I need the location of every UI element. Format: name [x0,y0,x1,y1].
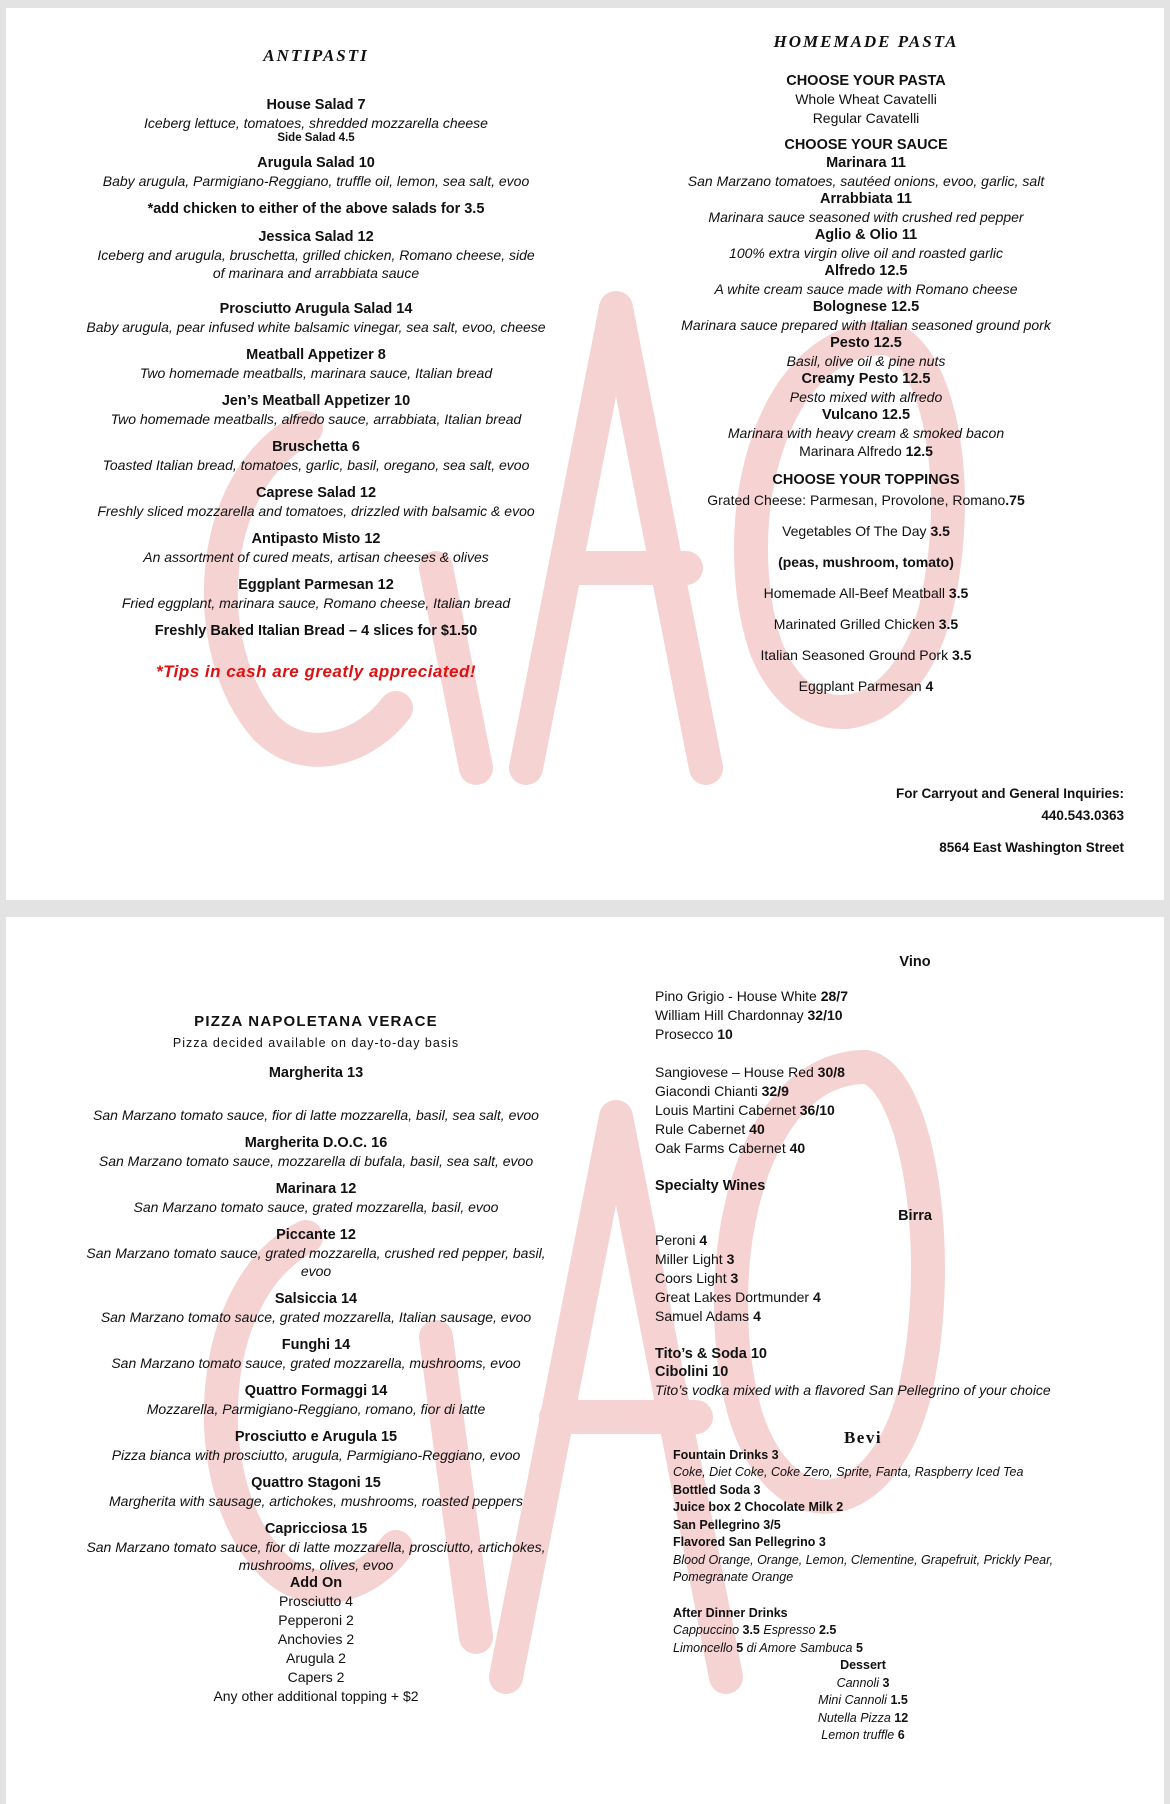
dessert-price: 6 [897,1728,905,1742]
pizza-item [56,1336,576,1372]
wine-name: William Hill Chardonnay [655,1007,808,1023]
topping-note: (peas, mushroom, tomato) [778,554,954,570]
drink-name: di Amore Sambuca [743,1640,856,1655]
sauce-item [646,370,1086,406]
sauce-title: Arrabbiata 11 [820,191,912,207]
pizza-title: Margherita 13 [268,1065,364,1081]
wine-name: Rule Cabernet [655,1121,750,1137]
wine-item [655,1006,1115,1025]
wine-item [655,1139,1115,1158]
pizza-title: Margherita D.O.C. 16 [244,1135,388,1151]
dessert-heading: Dessert [840,1658,886,1672]
wine-price: 30/8 [817,1064,845,1080]
menu-item [46,484,586,520]
item-title: Freshly Baked Italian Bread – 4 slices for $1.50 [154,623,478,639]
topping-name: Vegetables Of The Day [782,523,931,539]
menu-item [46,154,586,190]
antipasti-heading: ANTIPASTI [263,46,369,65]
sauce-description: A white cream sauce made with Romano cheese [714,281,1018,297]
sauce-item [646,334,1086,370]
pizza-description: San Marzano tomato sauce, grated mozzarella, crushed red pepper, basil, evoo [86,1245,546,1279]
item-title: Bruschetta 6 [272,439,360,455]
beer-item [655,1250,1115,1269]
drink-item: Bottled Soda 3 [673,1482,761,1497]
pasta-heading: HOMEMADE PASTA [773,32,959,51]
drink-name: Cappuccino [673,1623,743,1637]
drink-description: Coke, Diet Coke, Coke Zero, Sprite, Fanta, Raspberry Iced Tea [673,1465,1024,1479]
pizza-description: San Marzano tomato sauce, grated mozzarella, Italian sausage, evoo [100,1309,532,1325]
topping-price: 3.5 [938,616,959,632]
item-title: Prosciutto Arugula Salad 14 [219,301,413,317]
dessert-block [673,1657,1053,1745]
add-on-heading: Add On [289,1575,343,1591]
pizza-item [56,1520,576,1574]
wine-name: Pino Grigio - House White [655,988,821,1004]
wine-item [655,1082,1115,1101]
wine-item [655,1063,1115,1082]
pizza-item [56,1290,576,1326]
sauce-description: Marinara sauce seasoned with crushed red pepper [708,209,1024,225]
item-title: Arugula Salad 10 [257,155,375,171]
topping-item [646,615,1086,634]
menu-item [46,300,586,336]
pizza-description: Margherita with sausage, artichokes, mushrooms, roasted peppers [109,1493,523,1509]
pizza-title: Capricciosa 15 [264,1521,368,1537]
specialty-wines: Specialty Wines [655,1178,766,1194]
pasta-section [646,32,1086,696]
vino-heading: Vino [899,954,931,970]
sauce-item [646,298,1086,334]
topping-item [646,522,1086,541]
pizza-description: San Marzano tomato sauce, fior di latte mozzarella, basil, sea salt, evoo [93,1107,539,1123]
beer-price: 4 [753,1308,761,1324]
add-on-item: Prosciutto 4 [279,1593,353,1609]
drink-description: Blood Orange, Orange, Lemon, Clementine, Grapefruit, Prickly Pear, Pomegranate Orange [673,1552,1054,1584]
wine-price: 10 [717,1026,733,1042]
pizza-title: Prosciutto e Arugula 15 [234,1429,398,1445]
drink-price: 2.5 [818,1623,837,1637]
pasta-option: Whole Wheat Cavatelli [795,91,937,107]
wine-item [655,987,1115,1006]
sauce-description: San Marzano tomatoes, sautéed onions, evoo, garlic, salt [687,173,1045,189]
sauce-title: Bolognese 12.5 [812,299,920,315]
after-dinner-line [673,1622,1115,1640]
dessert-price: 1.5 [890,1693,908,1707]
item-title: Eggplant Parmesan 12 [238,577,394,593]
sauce-price: 12.5 [905,443,933,459]
sauce-item [646,154,1086,190]
dessert-price: 12 [894,1710,909,1725]
menu-item [46,530,586,566]
item-title: *add chicken to either of the above salads for 3.5 [147,201,485,217]
cocktail-item: Cibolini 10 [655,1364,729,1380]
topping-item [646,553,1086,572]
topping-item [646,677,1086,696]
dessert-item [673,1727,1053,1745]
pizza-item [56,1180,576,1216]
wine-price: 28/7 [820,988,848,1004]
pizza-item [56,1134,576,1170]
beer-price: 3 [730,1270,739,1286]
pizza-title: Salsiccia 14 [274,1291,358,1307]
cocktail-description: Tito’s vodka mixed with a flavored San Pellegrino of your choice [655,1382,1051,1398]
item-description: Fried eggplant, marinara sauce, Romano cheese, Italian bread [121,595,511,611]
wine-price: 40 [789,1140,806,1156]
topping-price: 3.5 [930,523,950,539]
item-description: Two homemade meatballs, alfredo sauce, arrabbiata, Italian bread [110,411,522,427]
topping-price: .75 [1005,492,1025,508]
item-title: Jessica Salad 12 [258,229,374,245]
pizza-item [56,1382,576,1418]
dessert-item [673,1692,1053,1710]
pizza-description: San Marzano tomato sauce, grated mozzarella, mushrooms, evoo [111,1355,521,1371]
add-on-item: Pepperoni 2 [278,1612,354,1628]
item-title: Caprese Salad 12 [255,485,377,501]
sauce-title: Creamy Pesto 12.5 [801,371,931,387]
topping-item [646,646,1086,665]
sauce-title: Marinara 11 [826,155,906,171]
sauce-description: Basil, olive oil & pine nuts [786,353,946,369]
pizza-description: San Marzano tomato sauce, grated mozzarella, basil, evoo [133,1199,499,1215]
after-dinner-line [673,1640,1115,1658]
sauce-item [646,190,1086,226]
beer-price: 4 [699,1232,708,1248]
drink-item: Flavored San Pellegrino 3 [673,1535,826,1549]
beer-name: Peroni [655,1232,700,1248]
cocktail-item: Tito’s & Soda 10 [655,1346,767,1362]
menu-item [46,96,586,144]
sauce-description: Pesto mixed with alfredo [789,389,943,405]
menu-item [46,622,586,640]
pizza-description: Mozzarella, Parmigiano-Reggiano, romano, fior di latte [146,1401,486,1417]
pizza-item [56,1428,576,1464]
beer-name: Great Lakes Dortmunder [655,1289,813,1305]
dessert-name: Mini Cannoli [818,1693,891,1707]
pizza-heading: PIZZA NAPOLETANA VERACE [194,1013,438,1030]
beer-item [655,1307,1115,1326]
item-title: Jen’s Meatball Appetizer 10 [221,393,411,409]
beer-item [655,1231,1115,1250]
sauce-title: Alfredo 12.5 [824,263,908,279]
wine-price: 40 [749,1121,765,1137]
topping-name: Italian Seasoned Ground Pork [760,647,952,663]
item-description: Freshly sliced mozzarella and tomatoes, drizzled with balsamic & evoo [97,503,535,519]
sauce-title: Vulcano 12.5 [821,407,911,423]
pizza-item [56,1064,576,1124]
choose-sauce-heading: CHOOSE YOUR SAUCE [784,137,948,153]
wine-name: Louis Martini Cabernet [655,1102,800,1118]
item-description: Iceberg and arugula, bruschetta, grilled chicken, Romano cheese, side of marinara and arrabbiata sauce [97,247,535,281]
address: 8564 East Washington Street [939,840,1124,855]
topping-name: Homemade All-Beef Meatball [763,585,949,601]
pizza-description: San Marzano tomato sauce, fior di latte mozzarella, prosciutto, artichokes, mushrooms, olives, evoo [86,1539,546,1573]
topping-price: 3.5 [948,585,969,601]
item-title: House Salad 7 [266,97,366,113]
wine-name: Sangiovese – House Red [655,1064,818,1080]
topping-name: Marinated Grilled Chicken [773,616,939,632]
phone-number[interactable]: 440.543.0363 [1041,808,1124,823]
choose-toppings-heading: CHOOSE YOUR TOPPINGS [772,472,960,488]
beer-item [655,1288,1115,1307]
beer-item [655,1269,1115,1288]
birra-heading: Birra [898,1208,932,1224]
beer-price: 3 [726,1251,735,1267]
drink-item: San Pellegrino 3/5 [673,1517,781,1532]
wine-item [655,1101,1115,1120]
pizza-title: Quattro Formaggi 14 [244,1383,388,1399]
tips-note: *Tips in cash are greatly appreciated! [155,662,477,681]
sauce-item [646,226,1086,262]
after-dinner-heading: After Dinner Drinks [673,1605,788,1620]
dessert-name: Lemon truffle [821,1728,898,1742]
choose-pasta-heading: CHOOSE YOUR PASTA [786,73,946,89]
sauce-item [646,406,1086,442]
drink-price: 5 [855,1640,863,1655]
contact-block [704,783,1124,859]
wine-name: Giacondi Chianti [655,1083,762,1099]
antipasti-section [46,46,586,682]
wine-price: 36/10 [799,1102,835,1118]
pizza-item [56,1226,576,1280]
pizza-description: San Marzano tomato sauce, mozzarella di bufala, basil, sea salt, evoo [98,1153,534,1169]
menu-item [46,438,586,474]
dessert-name: Cannoli [836,1675,883,1690]
add-on-item: Arugula 2 [286,1650,346,1666]
wine-price: 32/9 [761,1083,789,1099]
pizza-item [56,1474,576,1510]
menu-item [46,392,586,428]
topping-price: 3.5 [952,647,972,663]
wine-name: Oak Farms Cabernet [655,1140,790,1156]
drink-name: Espresso [759,1623,819,1637]
item-description: An assortment of cured meats, artisan cheeses & olives [143,549,489,565]
sauce-title: Aglio & Olio 11 [814,227,918,243]
item-extra: Side Salad 4.5 [277,132,355,144]
item-description: Two homemade meatballs, marinara sauce, Italian bread [139,365,493,381]
sauce-title: Marinara Alfredo [799,443,906,459]
sauce-description: Marinara with heavy cream & smoked bacon [727,425,1005,441]
dessert-item [673,1675,1053,1693]
wine-item [655,1120,1115,1139]
beer-name: Coors Light [655,1270,731,1286]
dessert-name: Nutella Pizza [817,1710,895,1725]
pizza-title: Marinara 12 [275,1181,357,1197]
dessert-price: 3 [882,1675,890,1690]
pizza-title: Quattro Stagoni 15 [251,1475,381,1491]
item-description: Toasted Italian bread, tomatoes, garlic, basil, oregano, sea salt, evoo [102,457,530,473]
sauce-item [646,442,1086,461]
sauce-title: Pesto 12.5 [830,335,902,351]
menu-page-1 [6,8,1164,900]
beer-name: Miller Light [655,1251,727,1267]
drink-item: Fountain Drinks 3 [673,1447,779,1462]
dessert-item [673,1710,1053,1728]
item-title: Antipasto Misto 12 [251,531,381,547]
pasta-option: Regular Cavatelli [812,110,920,126]
beer-name: Samuel Adams [655,1308,754,1324]
pizza-description: Pizza bianca with prosciutto, arugula, Parmigiano-Reggiano, evoo [111,1447,521,1463]
add-on-item: Anchovies 2 [277,1631,355,1647]
topping-item [646,584,1086,603]
menu-item [46,228,586,282]
topping-name: Grated Cheese: Parmesan, Provolone, Romano [707,492,1006,508]
contact-label: For Carryout and General Inquiries: [895,786,1124,801]
sauce-description: 100% extra virgin olive oil and roasted garlic [729,245,1003,261]
bevi-block [673,1429,1115,1745]
item-description: Iceberg lettuce, tomatoes, shredded mozzarella cheese [144,115,488,131]
sauce-item [646,262,1086,298]
menu-note [46,200,586,218]
drink-item: Juice box 2 Chocolate Milk 2 [673,1500,844,1514]
wine-item [655,1025,1115,1044]
topping-name: Eggplant Parmesan [798,678,926,694]
drink-price: 5 [736,1640,744,1655]
wine-name: Prosecco [655,1026,718,1042]
menu-page-2 [6,917,1164,1804]
beer-price: 4 [812,1289,821,1305]
pizza-title: Funghi 14 [281,1337,351,1353]
pizza-subheading: Pizza decided available on day-to-day basis [172,1036,460,1050]
add-on-item: Capers 2 [287,1669,345,1685]
drink-price: 3.5 [742,1623,760,1637]
pizza-section [56,1013,576,1706]
add-on-item: Any other additional topping + $2 [213,1688,419,1704]
topping-price: 4 [925,678,934,694]
item-description: Baby arugula, pear infused white balsamic vinegar, sea salt, evoo, cheese [86,319,546,335]
item-title: Meatball Appetizer 8 [246,347,386,363]
bevi-heading: Bevi [843,1428,883,1447]
wine-price: 32/10 [807,1007,843,1023]
topping-item [646,491,1086,510]
pizza-title: Piccante 12 [276,1227,356,1243]
item-description: Baby arugula, Parmigiano-Reggiano, truffle oil, lemon, sea salt, evoo [102,173,530,189]
menu-item [46,346,586,382]
sauce-description: Marinara sauce prepared with Italian seasoned ground pork [681,317,1051,333]
drinks-section [655,953,1115,1745]
menu-item [46,576,586,612]
drink-name: Limoncello [673,1640,737,1655]
